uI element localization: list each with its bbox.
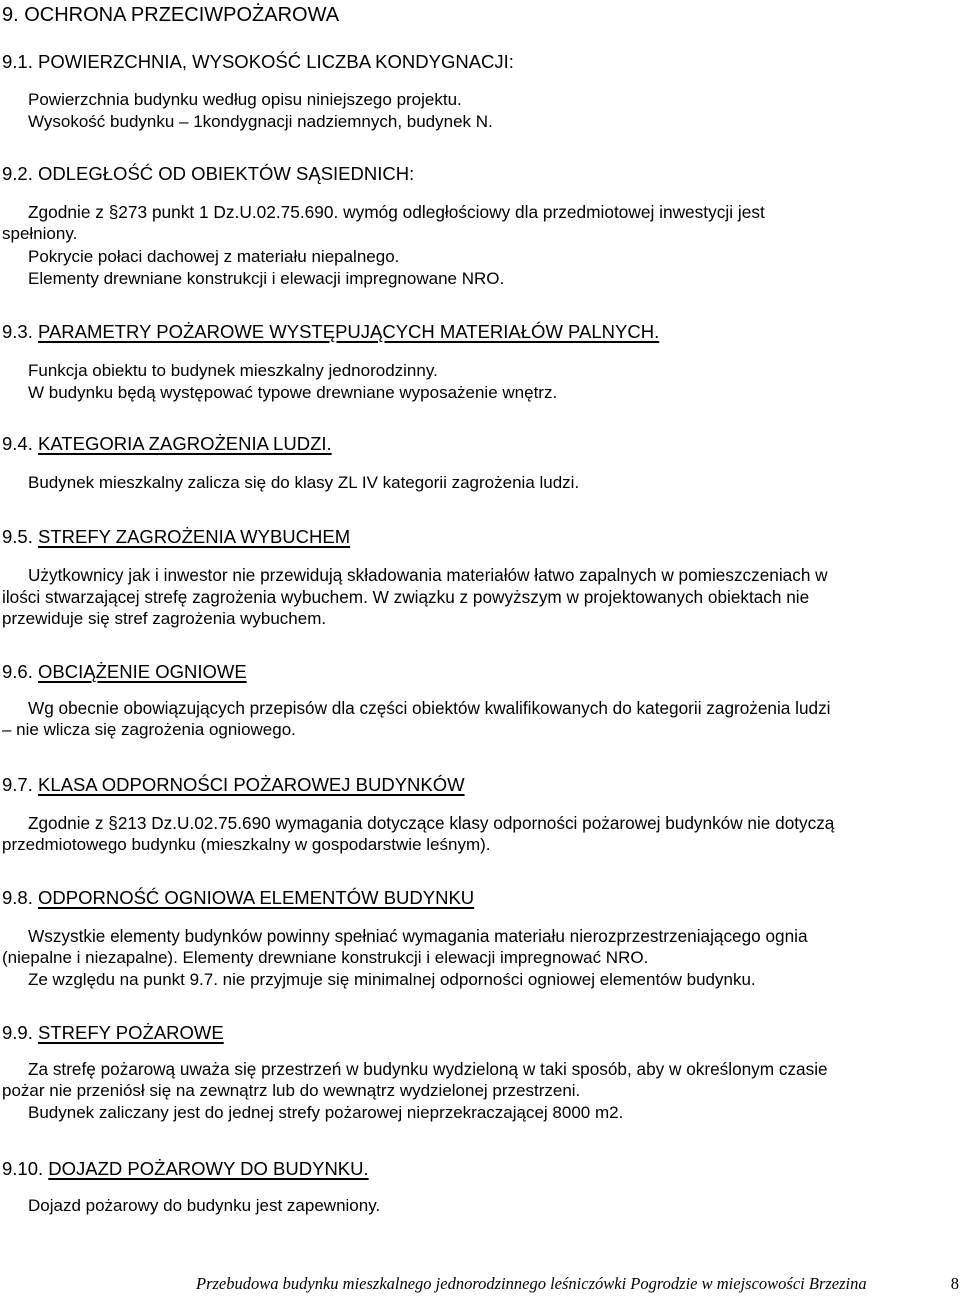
section-number: 9.2. xyxy=(2,163,33,184)
section-9-2-line-1: Zgodnie z §273 punkt 1 Dz.U.02.75.690. wymóg odległościowy dla przedmiotowej inwestycji jest xyxy=(28,202,765,222)
section-9-7-line-2: przedmiotowego budynku (mieszkalny w gospodarstwie leśnym). xyxy=(2,835,491,854)
section-title: STREFY ZAGROŻENIA WYBUCHEM xyxy=(38,526,351,547)
section-9-9-line-1: Za strefę pożarową uważa się przestrzeń w budynku wydzieloną w taki sposób, aby w określonym czasie xyxy=(28,1059,828,1079)
section-title: ODLEGŁOŚĆ OD OBIEKTÓW SĄSIEDNICH: xyxy=(38,163,415,184)
section-9-5-line-1: Użytkownicy jak i inwestor nie przewidują składowania materiałów łatwo zapalnych w pomieszczeniach w xyxy=(28,565,828,585)
section-9-2-line-3: Pokrycie połaci dachowej z materiału niepalnego. xyxy=(28,247,400,266)
section-number: 9.6. xyxy=(2,661,33,682)
section-9-8-line-1: Wszystkie elementy budynków powinny spełniać wymagania materiału nierozprzestrzeniającego ognia xyxy=(28,926,808,946)
section-9-2-heading xyxy=(2,162,414,186)
section-9-4-line-1: Budynek mieszkalny zalicza się do klasy ZL IV kategorii zagrożenia ludzi. xyxy=(28,473,580,492)
section-title: KLASA ODPORNOŚCI POŻAROWEJ BUDYNKÓW xyxy=(38,774,465,795)
section-9-3-line-1: Funkcja obiektu to budynek mieszkalny jednorodzinny. xyxy=(28,361,438,380)
section-9-9-line-3: Budynek zaliczany jest do jednej strefy pożarowej nieprzekraczającej 8000 m2. xyxy=(28,1103,624,1122)
section-9-5-heading xyxy=(2,525,350,549)
section-9-5-line-2: ilości stwarzającej strefę zagrożenia wybuchem. W związku z powyższym w projektowanych obiektach nie xyxy=(2,587,810,607)
section-title: DOJAZD POŻAROWY DO BUDYNKU. xyxy=(48,1158,369,1179)
section-number: 9.4. xyxy=(2,433,33,454)
section-9-3-heading xyxy=(2,320,659,344)
chapter-title: 9. OCHRONA PRZECIWPOŻAROWA xyxy=(2,4,340,26)
section-9-1-line-1: Powierzchnia budynku według opisu niniejszego projektu. xyxy=(28,90,462,109)
section-9-6-heading xyxy=(2,660,247,684)
section-title: STREFY POŻAROWE xyxy=(38,1022,224,1043)
section-number: 9.8. xyxy=(2,887,33,908)
section-9-1-line-2: Wysokość budynku – 1kondygnacji nadziemnych, budynek N. xyxy=(28,112,493,131)
section-number: 9.10. xyxy=(2,1158,44,1179)
page-footer xyxy=(196,1273,959,1295)
section-9-6-line-1: Wg obecnie obowiązujących przepisów dla części obiektów kwalifikowanych do kategorii zagrożenia ludzi xyxy=(28,698,831,718)
section-title: OBCIĄŻENIE OGNIOWE xyxy=(38,661,247,682)
section-title: PARAMETRY POŻAROWE WYSTĘPUJĄCYCH MATERIAŁÓW PALNYCH. xyxy=(38,321,660,342)
section-9-8-line-3: Ze względu na punkt 9.7. nie przyjmuje się minimalnej odporności ogniowej elementów budynku. xyxy=(28,970,756,989)
page-number: 8 xyxy=(950,1274,959,1293)
section-9-5-line-3: przewiduje się stref zagrożenia wybuchem. xyxy=(2,609,327,628)
section-9-2-line-2: spełniony. xyxy=(2,224,78,243)
footer-title: Przebudowa budynku mieszkalnego jednorodzinnego leśniczówki Pogrodzie w miejscowości Brzezina xyxy=(196,1274,867,1293)
section-number: 9.5. xyxy=(2,526,33,547)
section-9-7-heading xyxy=(2,773,465,797)
section-9-6-line-2: – nie wlicza się zagrożenia ogniowego. xyxy=(2,720,296,739)
section-9-7-line-1: Zgodnie z §213 Dz.U.02.75.690 wymagania dotyczące klasy odporności pożarowej budynków nie dotyczą xyxy=(28,813,835,833)
section-9-8-heading xyxy=(2,886,474,910)
section-9-10-line-1: Dojazd pożarowy do budynku jest zapewniony. xyxy=(28,1196,381,1215)
section-number: 9.3. xyxy=(2,321,33,342)
section-title: KATEGORIA ZAGROŻENIA LUDZI. xyxy=(38,433,332,454)
section-number: 9.9. xyxy=(2,1022,33,1043)
section-title: POWIERZCHNIA, WYSOKOŚĆ LICZBA KONDYGNACJI: xyxy=(38,51,514,72)
section-title: ODPORNOŚĆ OGNIOWA ELEMENTÓW BUDYNKU xyxy=(38,887,475,908)
section-9-8-line-2: (niepalne i niezapalne). Elementy drewniane konstrukcji i elewacji impregnować NRO. xyxy=(2,948,649,967)
section-9-2-line-4: Elementy drewniane konstrukcji i elewacji impregnowane NRO. xyxy=(28,269,505,288)
section-9-4-heading xyxy=(2,432,332,456)
section-9-9-line-2: pożar nie przeniósł się na zewnątrz lub do wewnątrz wydzielonej przestrzeni. xyxy=(2,1081,581,1100)
section-9-10-heading xyxy=(2,1157,369,1181)
section-9-1-heading xyxy=(2,50,514,74)
section-number: 9.7. xyxy=(2,774,33,795)
section-9-9-heading xyxy=(2,1021,224,1045)
section-9-3-line-2: W budynku będą występować typowe drewniane wyposażenie wnętrz. xyxy=(28,383,558,402)
section-number: 9.1. xyxy=(2,51,33,72)
